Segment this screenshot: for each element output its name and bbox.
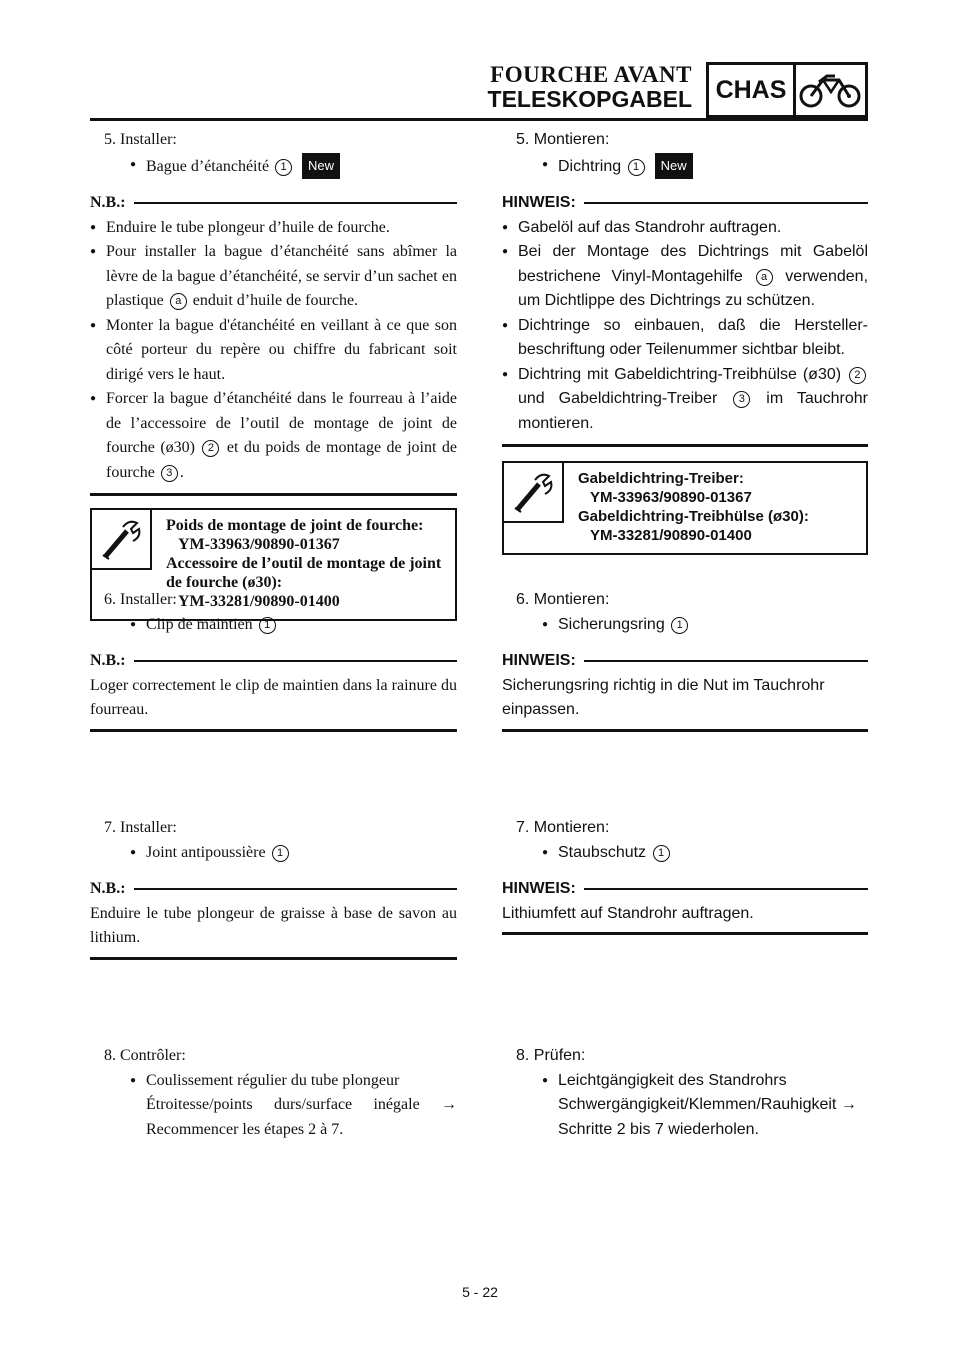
schritt-8-item-text: Leichtgängigkeit des Standrohrs (558, 1071, 787, 1089)
hw5-bullet-4-text-b: und Gabeldichtring-Treiber (518, 390, 718, 407)
nb5-bullet-2-text-b: enduit d’huile de fourche. (192, 292, 359, 309)
header-rule (90, 118, 868, 121)
schritt-8-title: 8. Prüfen: (516, 1047, 586, 1064)
nb5-bullet-4: ● Forcer la bague d’étanchéité dans le fourreau à l’aide de l’accessoire de l’outil de montage de joint de fourche (ø30) 2 et du poids de montage de joint de fourche 3 . (90, 387, 457, 485)
hinweis-heading-6 (502, 649, 868, 674)
nb-label: N.B.: (90, 880, 126, 897)
nb5-end-rule (90, 493, 457, 496)
nb5-bullet-2 (90, 240, 457, 314)
tool-de-line-4: YM-33281/90890-01400 (590, 527, 752, 544)
tool-box-de-content (564, 463, 817, 553)
left-step-8 (90, 1044, 457, 1142)
ref-3: 3 (161, 465, 178, 482)
hw7-end-rule (502, 932, 868, 935)
tool-fr-line-1: Poids de montage de joint de fourche: (166, 517, 424, 534)
schritt-6-title: 6. Montieren: (516, 591, 610, 608)
step-8-item-text: Coulissement régulier du tube plongeur (146, 1071, 400, 1089)
hinweis-heading-5 (502, 191, 868, 216)
hw5-bullet-4-text-a: Dichtring mit Gabeldichtring-Treibhülse (ø30) (518, 365, 842, 383)
left-column (90, 128, 457, 621)
ref-a: a (170, 293, 187, 310)
schritt-6-item (542, 613, 868, 638)
motorcycle-icon (796, 65, 865, 115)
nb-heading-5 (90, 191, 457, 216)
step-7-title: 7. Installer: (104, 819, 177, 836)
nb-label: N.B.: (90, 194, 126, 211)
nb5-bullet-4-text-a: Forcer la bague d’étanchéité dans le fourreau à l’aide de l’accessoire de l’outil de montage de joint de fourche (ø30) (106, 390, 457, 456)
schritt-7-title: 7. Montieren: (516, 819, 610, 836)
ref-1: 1 (272, 845, 289, 862)
schritt-5-item (542, 153, 868, 180)
nb-line (134, 202, 457, 204)
tool-de-line-2: YM-33963/90890-01367 (590, 489, 752, 506)
nb5-bullet-2-text-a: Pour installer la bague d’étanchéité sans abîmer la lèvre de la bague d’étanchéité, se servir d’un sachet en plastique (106, 243, 457, 309)
schritt-6-item-text: Sicherungsring (558, 615, 665, 633)
step-7-item (130, 841, 457, 866)
hinweis-line (584, 660, 868, 662)
ref-1: 1 (628, 159, 645, 176)
nb-heading-6 (90, 649, 457, 674)
ref-2: 2 (202, 440, 219, 457)
ref-1: 1 (275, 159, 292, 176)
hw5-bullet-3-text: Dichtringe so einbauen, daß die Hersteller-beschriftung oder Teilenummer sichtbar bleibt. (518, 316, 868, 358)
step-5-title: 5. Installer: (104, 131, 177, 148)
step-6-title: 6. Installer: (104, 591, 177, 608)
header-title-de: TELESKOPGABEL (487, 86, 692, 112)
ref-1: 1 (259, 617, 276, 634)
right-column (502, 128, 868, 555)
tool-box-de (502, 461, 868, 555)
ref-1: 1 (671, 617, 688, 634)
ref-2: 2 (849, 367, 866, 384)
step-8-title: 8. Contrôler: (104, 1047, 186, 1064)
wrench-tool-icon (504, 463, 564, 523)
section-code: CHAS (709, 65, 796, 115)
hw5-bullet-4-text-c: im Tauchrohr montieren. (518, 390, 869, 432)
hinweis-line (584, 888, 868, 890)
schritt-8-item (542, 1069, 868, 1094)
hw5-bullet-2-text-b: verwenden, um Dichtlippe des Dichtrings zu schützen. (518, 267, 869, 309)
hw5-bullet-2-text-a: Bei der Montage des Dichtrings mit Gabelöl bestrichene Vinyl-Montagehilfe (518, 243, 868, 285)
hw5-bullet-1-text: Gabelöl auf das Standrohr auftragen. (518, 218, 782, 236)
hw5-end-rule (502, 444, 868, 447)
hw5-bullet-3 (502, 314, 868, 363)
hw7-text: Lithiumfett auf Standrohr auftragen. (502, 904, 754, 922)
nb5-bullet-3-text: Monter la bague d'étanchéité en veillant à ce que son côté porteur du repère ou chiffre du fabricant soit dirigé vers le haut. (106, 316, 457, 383)
hinweis-line (584, 202, 868, 204)
left-step-6 (90, 588, 457, 732)
nb5-bullet-1 (90, 216, 457, 241)
page-number: 5 - 22 (462, 1284, 498, 1300)
nb-label: N.B.: (90, 652, 126, 669)
new-badge: New (302, 153, 340, 180)
new-badge: New (655, 153, 693, 180)
schritt-7-item (542, 841, 868, 866)
nb6-text: Loger correctement le clip de maintien dans la rainure du fourreau. (90, 676, 457, 718)
nb5-bullet-1-text: Enduire le tube plongeur d’huile de fourche. (106, 218, 390, 236)
nb7-end-rule (90, 957, 457, 960)
header-title-fr: FOURCHE AVANT (490, 62, 692, 87)
ref-1: 1 (653, 845, 670, 862)
nb-line (134, 660, 457, 662)
step-5-item (130, 153, 457, 180)
schritt-5-title: 5. Montieren: (516, 131, 610, 148)
hinweis-heading-7 (502, 877, 868, 902)
nb6-end-rule (90, 729, 457, 732)
hinweis-label: HINWEIS: (502, 194, 576, 211)
right-step-8 (502, 1044, 868, 1142)
section-badge (706, 62, 868, 118)
right-step-7 (502, 816, 868, 935)
step-8-item (130, 1069, 457, 1094)
nb7-text: Enduire le tube plongeur de graisse à base de savon au lithium. (90, 904, 457, 946)
right-step-6 (502, 588, 868, 732)
tool-fr-line-3: Accessoire de l’outil de montage de joint de fourche (ø30): (166, 555, 442, 591)
schritt-5-item-text: Dichtring (558, 157, 622, 175)
wrench-tool-icon (92, 510, 152, 570)
step-6-item-text: Clip de maintien (146, 615, 253, 633)
schritt-7-item-text: Staubschutz (558, 843, 647, 861)
hinweis-label: HINWEIS: (502, 880, 576, 897)
nb5-bullet-4-text-b: et du poids de montage de joint de fourche (106, 439, 457, 481)
tool-fr-line-4: YM-33281/90890-01400 (178, 593, 340, 610)
nb5-bullet-3 (90, 314, 457, 388)
ref-a: a (756, 269, 773, 286)
hw6-end-rule (502, 729, 868, 732)
tool-de-line-3: Gabeldichtring-Treibhülse (ø30): (578, 508, 809, 525)
nb-heading-7 (90, 877, 457, 902)
step-7-item-text: Joint antipoussière (146, 843, 266, 861)
hw5-bullet-1 (502, 216, 868, 241)
tool-de-line-1: Gabeldichtring-Treiber: (578, 470, 744, 487)
hw6-text: Sicherungsring richtig in die Nut im Tauchrohr einpassen. (502, 676, 825, 718)
tool-fr-line-2: YM-33963/90890-01367 (178, 536, 340, 553)
step-5-item-text: Bague d’étanchéité (146, 157, 270, 175)
schritt-8-detail: Schwergängigkeit/Klemmen/Rauhigkeit → Schritte 2 bis 7 wiederholen. (558, 1096, 857, 1138)
hinweis-label: HINWEIS: (502, 652, 576, 669)
hw5-bullet-2 (502, 240, 868, 314)
hw5-bullet-4 (502, 363, 868, 437)
ref-3: 3 (733, 391, 750, 408)
nb-line (134, 888, 457, 890)
step-8-detail: Étroitesse/points durs/surface inégale → Recommencer les étapes 2 à 7. (146, 1096, 457, 1138)
left-step-7 (90, 816, 457, 960)
step-6-item (130, 613, 457, 638)
